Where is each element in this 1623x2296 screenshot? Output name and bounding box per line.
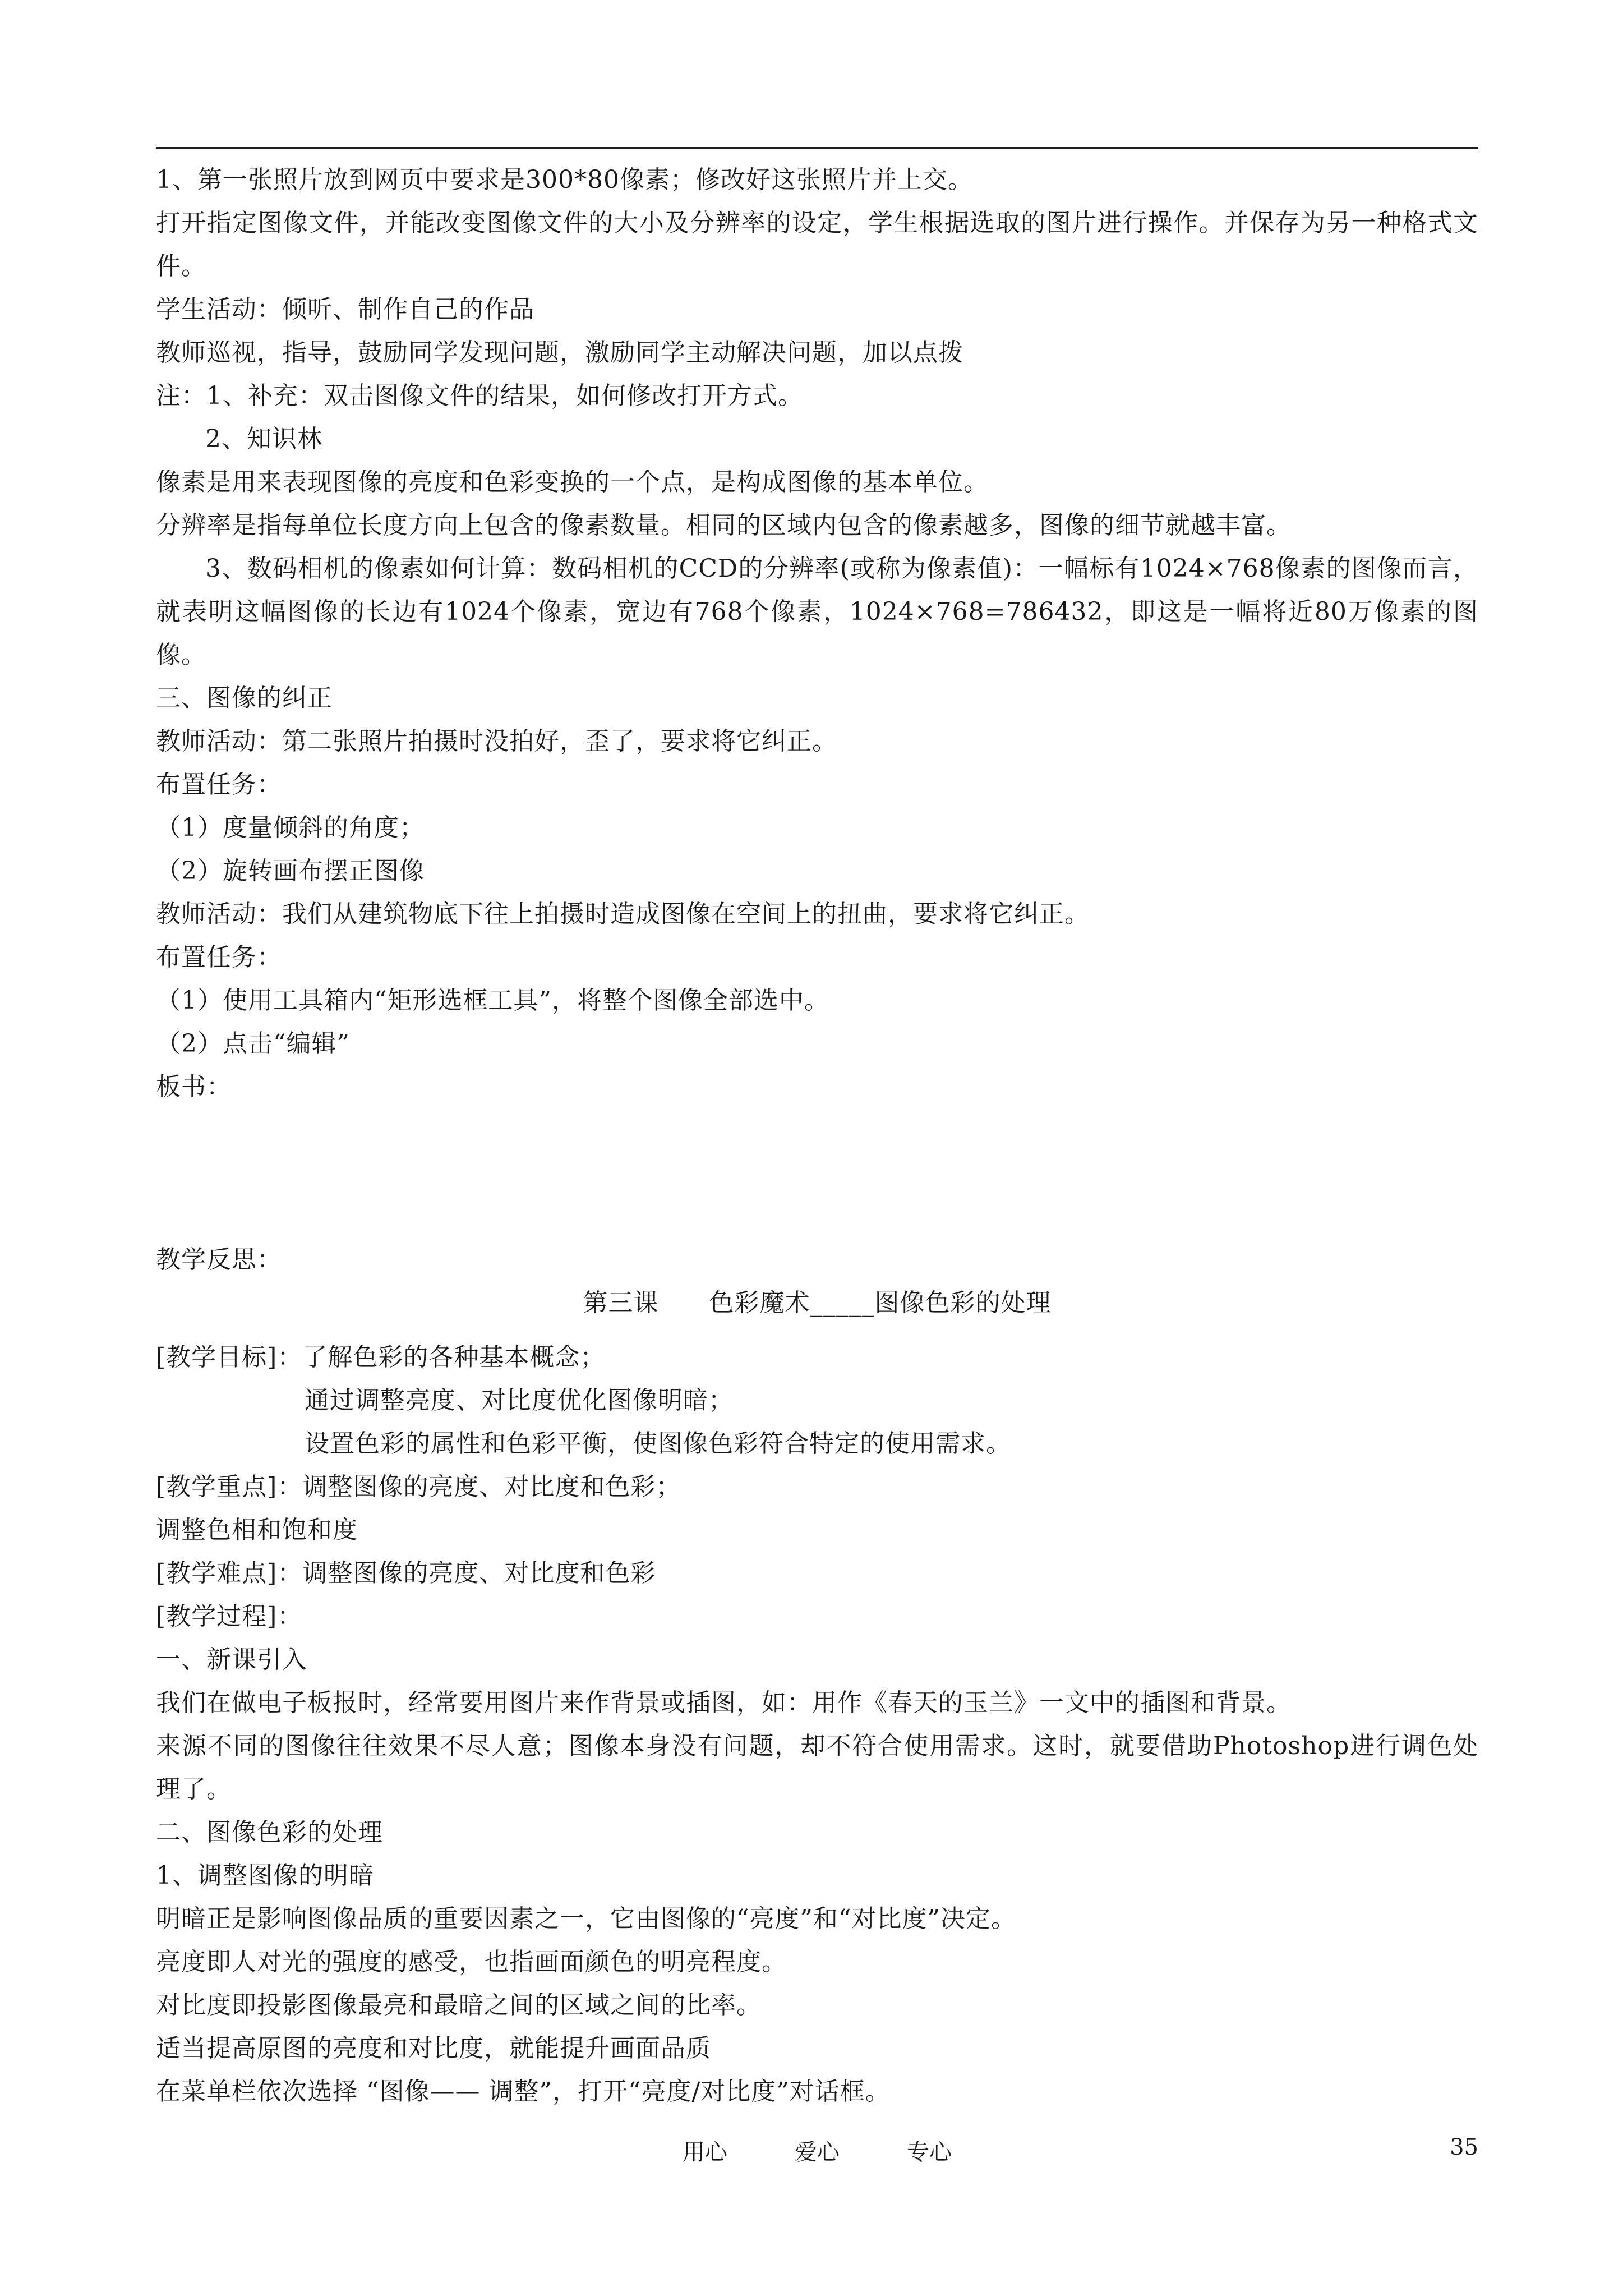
footer-motto: 用心 爱心 专心: [683, 2139, 952, 2165]
paragraph: 教学反思：: [156, 1245, 282, 1274]
paragraph: 板书：: [156, 1073, 232, 1101]
page-footer: [156, 2134, 1478, 2168]
paragraph: 布置任务：: [156, 943, 282, 972]
page-number: 35: [1450, 2134, 1478, 2160]
list-item: （2）旋转画布摆正图像: [156, 857, 425, 885]
paragraph: 像素是用来表现图像的亮度和色彩变换的一个点，是构成图像的基本单位。: [156, 468, 989, 496]
paragraph: 布置任务：: [156, 770, 282, 799]
header-rule: [156, 147, 1478, 149]
paragraph: 3、数码相机的像素如何计算：数码相机的CCD的分辨率(或称为像素值)：一幅标有1024×768像素的图像而言，就表明这幅图像的长边有1024个像素，宽边有768个像素，1024×768=786432，即这是一幅将近80万像素的图像。: [156, 554, 1478, 669]
paragraph: 调整色相和饱和度: [156, 1516, 358, 1544]
page-content: [156, 158, 1478, 2113]
paragraph: 适当提高原图的亮度和对比度，就能提升画面品质: [156, 2034, 711, 2063]
paragraph: 1、第一张照片放到网页中要求是300*80像素；修改好这张照片并上交。: [156, 165, 973, 194]
paragraph: 来源不同的图像往往效果不尽人意；图像本身没有问题，却不符合使用需求。这时，就要借助Photoshop进行调色处理了。: [156, 1732, 1478, 1803]
list-item: （1）度量倾斜的角度；: [156, 813, 425, 842]
paragraph: 在菜单栏依次选择 “图像—— 调整”，打开“亮度/对比度”对话框。: [156, 2077, 891, 2106]
blank-space: [156, 1108, 1478, 1238]
blank-space: [156, 1324, 1478, 1336]
paragraph: 学生活动：倾听、制作自己的作品: [156, 295, 534, 324]
list-item: （1）使用工具箱内“矩形选框工具”，将整个图像全部选中。: [156, 986, 829, 1015]
list-item: （2）点击“编辑”: [156, 1029, 350, 1058]
paragraph: 注：1、补充：双击图像文件的结果，如何修改打开方式。: [156, 381, 803, 410]
lesson-title: 第三课 色彩魔术_____图像色彩的处理: [583, 1289, 1052, 1317]
section-heading: 二、图像色彩的处理: [156, 1818, 383, 1847]
paragraph: 分辨率是指每单位长度方向上包含的像素数量。相同的区域内包含的像素越多，图像的细节就越丰富。: [156, 511, 1292, 540]
paragraph: 通过调整亮度、对比度优化图像明暗；: [305, 1386, 734, 1415]
paragraph: 教师活动：我们从建筑物底下往上拍摄时造成图像在空间上的扭曲，要求将它纠正。: [156, 900, 1090, 928]
paragraph: 对比度即投影图像最亮和最暗之间的区域之间的比率。: [156, 1991, 762, 2019]
paragraph: 2、知识林: [205, 425, 322, 453]
paragraph: 教师巡视，指导，鼓励同学发现问题，激励同学主动解决问题，加以点拨: [156, 338, 963, 367]
section-heading: 一、新课引入: [156, 1645, 307, 1674]
paragraph: [教学过程]：: [156, 1602, 303, 1631]
paragraph: 亮度即人对光的强度的感受，也指画面颜色的明亮程度。: [156, 1948, 787, 1976]
paragraph: [教学目标]：了解色彩的各种基本概念；: [156, 1343, 606, 1372]
section-heading: 三、图像的纠正: [156, 684, 333, 712]
paragraph: 打开指定图像文件，并能改变图像文件的大小及分辨率的设定，学生根据选取的图片进行操作。并保存为另一种格式文件。: [156, 209, 1478, 280]
paragraph: [教学难点]：调整图像的亮度、对比度和色彩: [156, 1559, 656, 1588]
paragraph: [教学重点]：调整图像的亮度、对比度和色彩；: [156, 1473, 681, 1501]
paragraph: 教师活动：第二张照片拍摄时没拍好，歪了，要求将它纠正。: [156, 727, 837, 756]
paragraph: 我们在做电子板报时，经常要用图片来作背景或插图，如：用作《春天的玉兰》一文中的插图和背景。: [156, 1688, 1292, 1717]
paragraph: 设置色彩的属性和色彩平衡，使图像色彩符合特定的使用需求。: [305, 1429, 1011, 1458]
paragraph: 明暗正是影响图像品质的重要因素之一，它由图像的“亮度”和“对比度”决定。: [156, 1904, 1016, 1933]
paragraph: 1、调整图像的明暗: [156, 1861, 374, 1890]
